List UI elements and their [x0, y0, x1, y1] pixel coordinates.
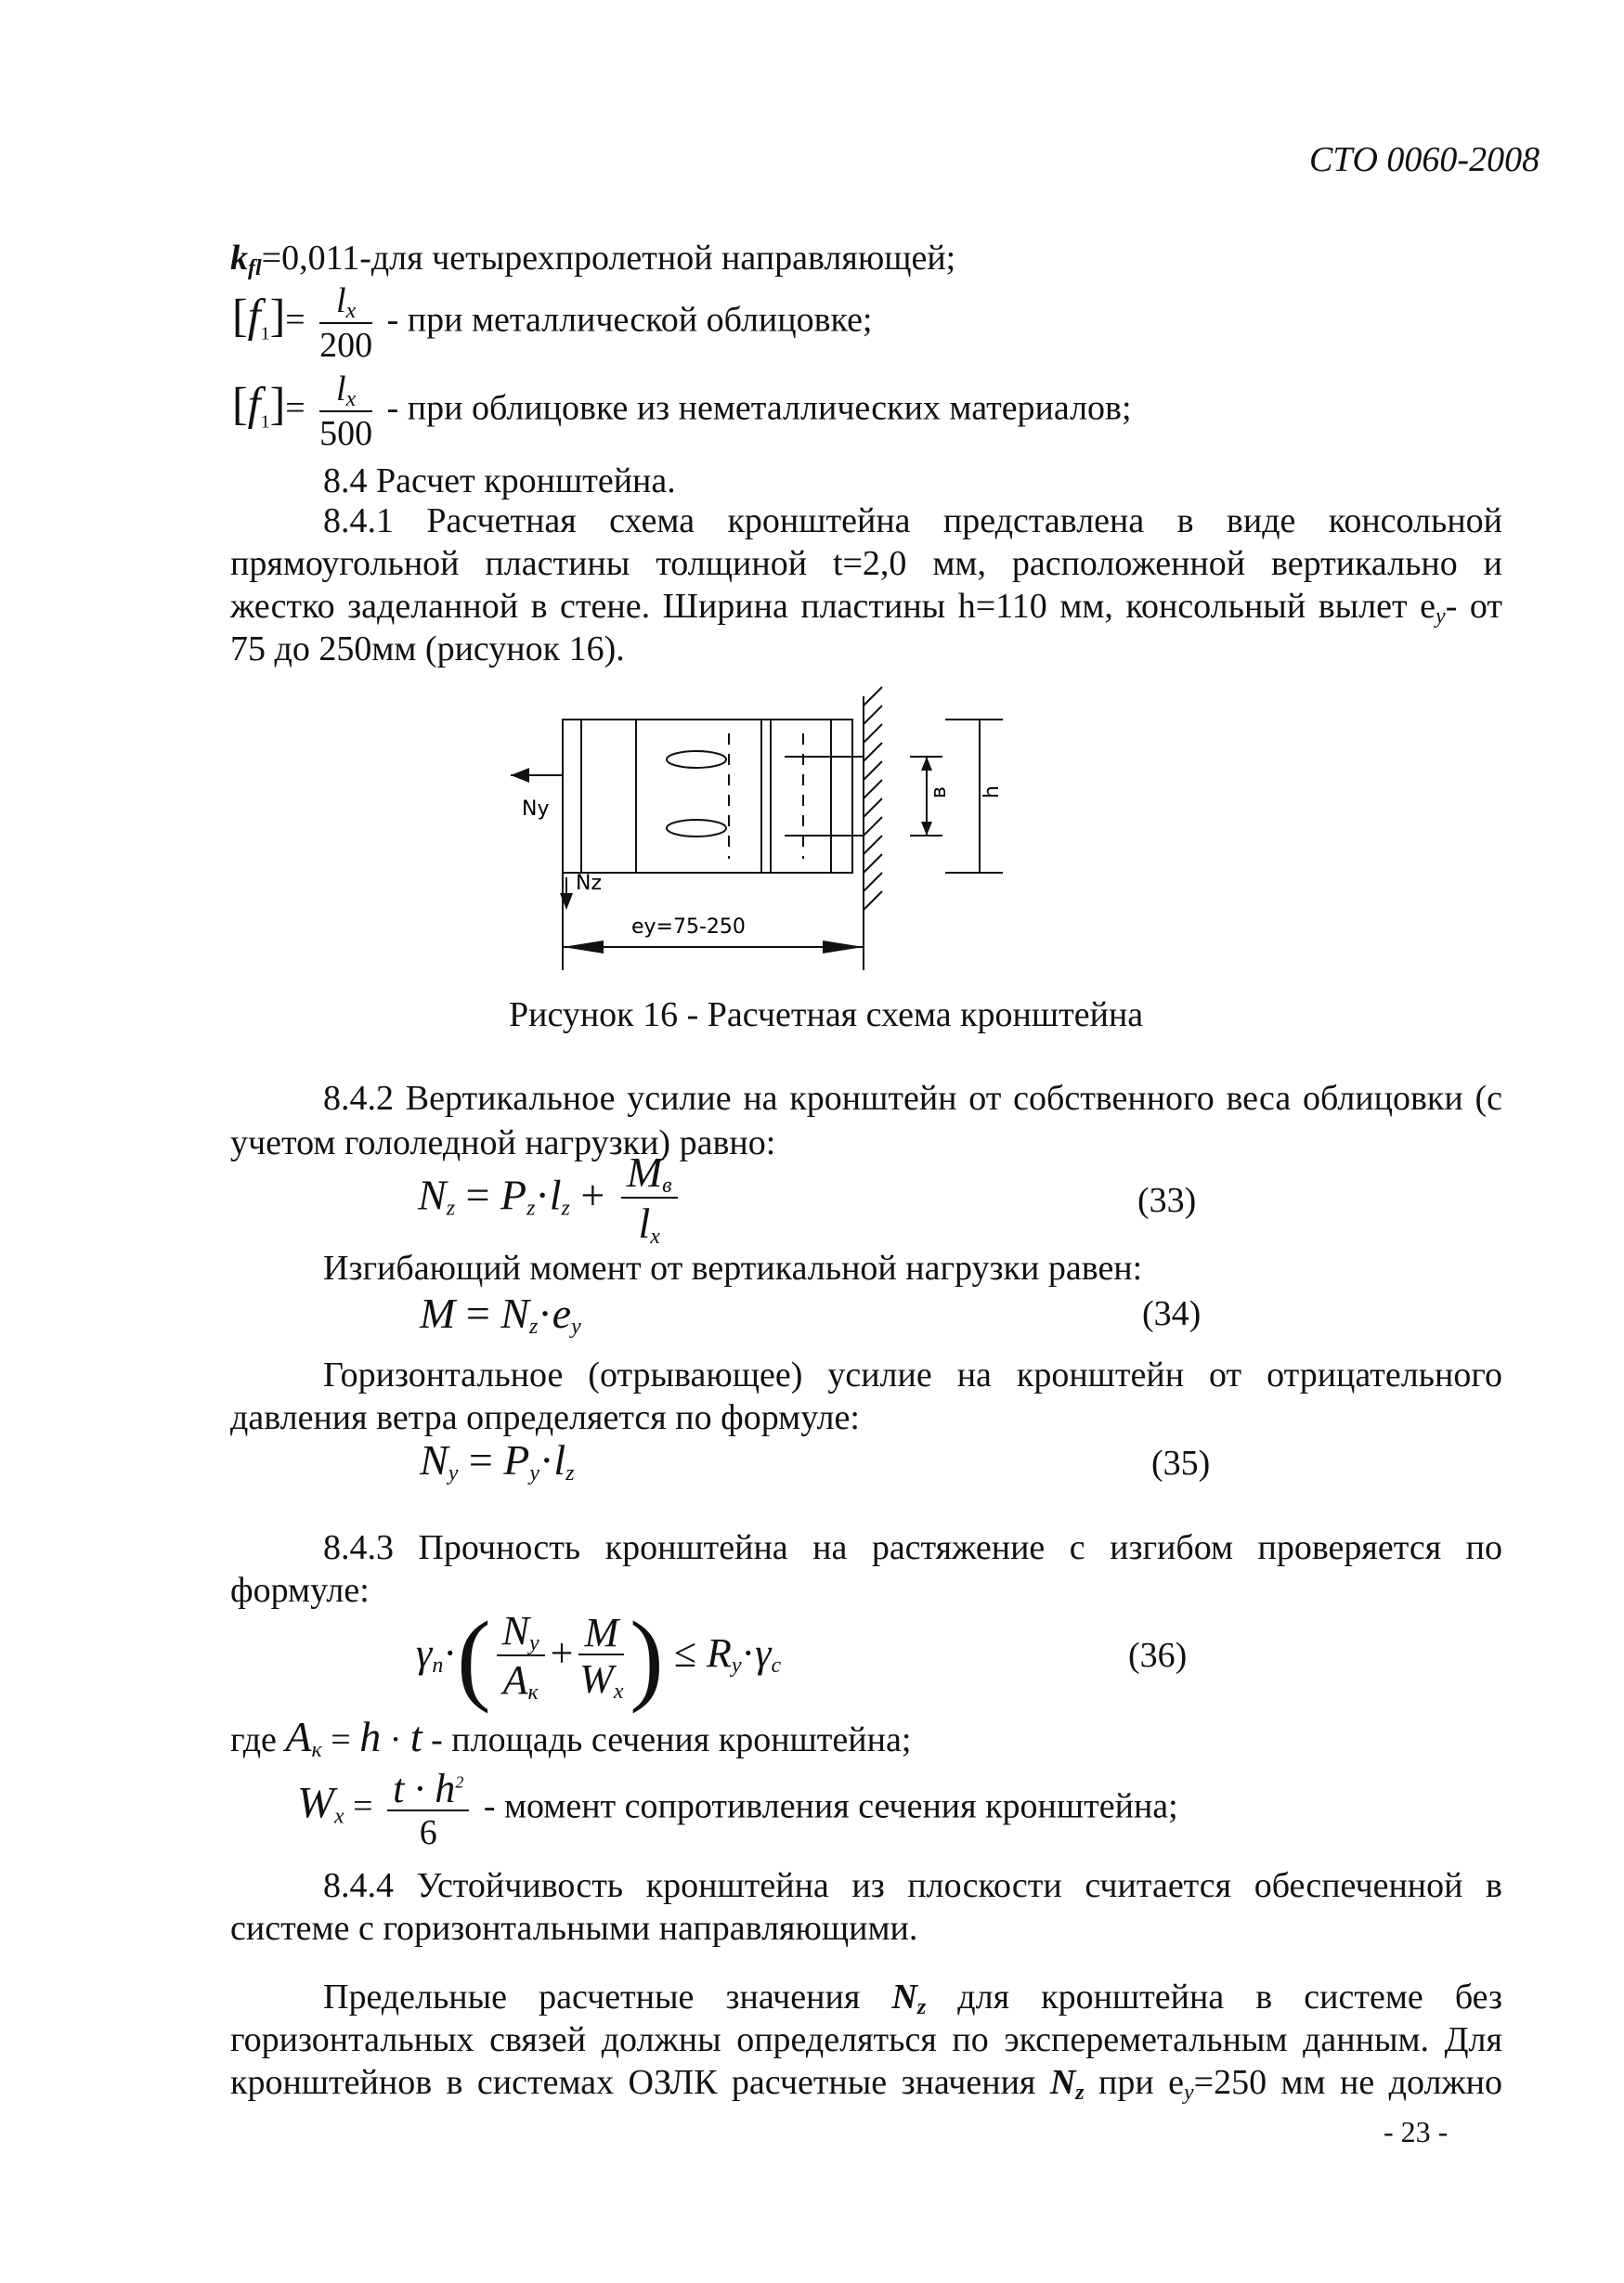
bracket-plate: [563, 720, 852, 873]
p841-line-2: прямоугольной пластины толщиной t=2,0 мм, расположенной вертикально и: [230, 544, 1502, 583]
section-8-4-heading: 8.4 Расчет кронштейна.: [323, 461, 676, 500]
final-line-3: кронштейнов в системах ОЗЛК расчетные значения $N_z$ при $e_y=250$ мм не должно: [230, 2063, 1502, 2105]
f1-nonmetal-definition: $[f_1]=$ $\frac{l_x}{500}$ - при облицовке из неметаллических материалов;: [232, 370, 1132, 453]
equation-33-number: (33): [1137, 1181, 1197, 1220]
p841-line-3: жестко заделанной в стене. Ширина пластины h=110 мм, консольный вылет $e_y-$ от: [230, 587, 1503, 629]
equation-34: $M = N_z\cdot e_y$: [420, 1290, 581, 1339]
p841-line-4: 75 до 250мм (рисунок 16).: [230, 629, 625, 668]
p842-line-2: учетом гололедной нагрузки) равно:: [230, 1123, 776, 1162]
equation-36-number: (36): [1128, 1636, 1188, 1675]
moment-text: Изгибающий момент от вертикальной нагрузки равен:: [323, 1249, 1143, 1288]
ak-definition: где $A_к = h \cdot t$ - площадь сечения кронштейна;: [230, 1713, 912, 1762]
horizontal-force-line-2: давления ветра определяется по формуле:: [230, 1398, 860, 1437]
slot-lower: [667, 820, 726, 837]
figure-label-nz: Nz: [576, 872, 603, 895]
figure-label-ny: Ny: [522, 798, 550, 821]
figure-label-ey: ey=75-250: [631, 915, 746, 939]
p844-line-1: 8.4.4 Устойчивость кронштейна из плоскости считается обеспеченной в: [323, 1866, 1502, 1905]
p843-line-1: 8.4.3 Прочность кронштейна на растяжение с изгибом проверяется по: [323, 1528, 1502, 1567]
equation-33: $N_z = P_z\cdot l_z$ + $\frac{M_в}{l_x}$: [418, 1151, 683, 1248]
document-code: СТО 0060-2008: [1309, 140, 1540, 179]
slot-upper: [667, 751, 726, 768]
p842-line-1: 8.4.2 Вертикальное усилие на кронштейн от собственного веса облицовки (с: [323, 1079, 1502, 1118]
p843-line-2: формуле:: [230, 1571, 370, 1610]
bracket-scheme-figure: [501, 678, 1021, 975]
wx-definition: $W_x$ = $\frac{t \cdot h^2}{6}$ - момент сопротивления сечения кронштейна;: [297, 1766, 1178, 1852]
horizontal-force-line-1: Горизонтальное (отрывающее) усилие на кронштейн от отрицательного: [323, 1356, 1502, 1394]
page-number: - 23 -: [1384, 2115, 1449, 2148]
equation-35-number: (35): [1151, 1444, 1211, 1483]
equation-36: $\gamma_n\cdot$( $\frac{N_y}{A_к}$ + $\frac{M}{W_x}$ ) ≤ $R_y\cdot\gamma_c$: [416, 1601, 782, 1714]
equation-35: $N_y = P_y\cdot l_z$: [420, 1436, 575, 1485]
kfl-definition: $k_{fl}=0,011$-для четырехпролетной направляющей;: [230, 239, 956, 280]
figure-caption: Рисунок 16 - Расчетная схема кронштейна: [509, 995, 1144, 1034]
p841-line-1: 8.4.1 Расчетная схема кронштейна представлена в виде консольной: [323, 501, 1502, 540]
p844-line-2: системе с горизонтальными направляющими.: [230, 1909, 918, 1948]
f1-metal-definition: $[f_1]=$ $\frac{l_x}{200}$ - при металлической облицовке;: [232, 281, 873, 365]
figure-label-h: h: [981, 785, 1004, 798]
equation-34-number: (34): [1142, 1294, 1202, 1333]
figure-label-b: в: [928, 786, 951, 798]
final-line-2: горизонтальных связей должны определяться по экспереметальным данным. Для: [230, 2020, 1502, 2059]
final-line-1: Предельные расчетные значения $N_z$ для кронштейна в системе без: [323, 1978, 1502, 2019]
